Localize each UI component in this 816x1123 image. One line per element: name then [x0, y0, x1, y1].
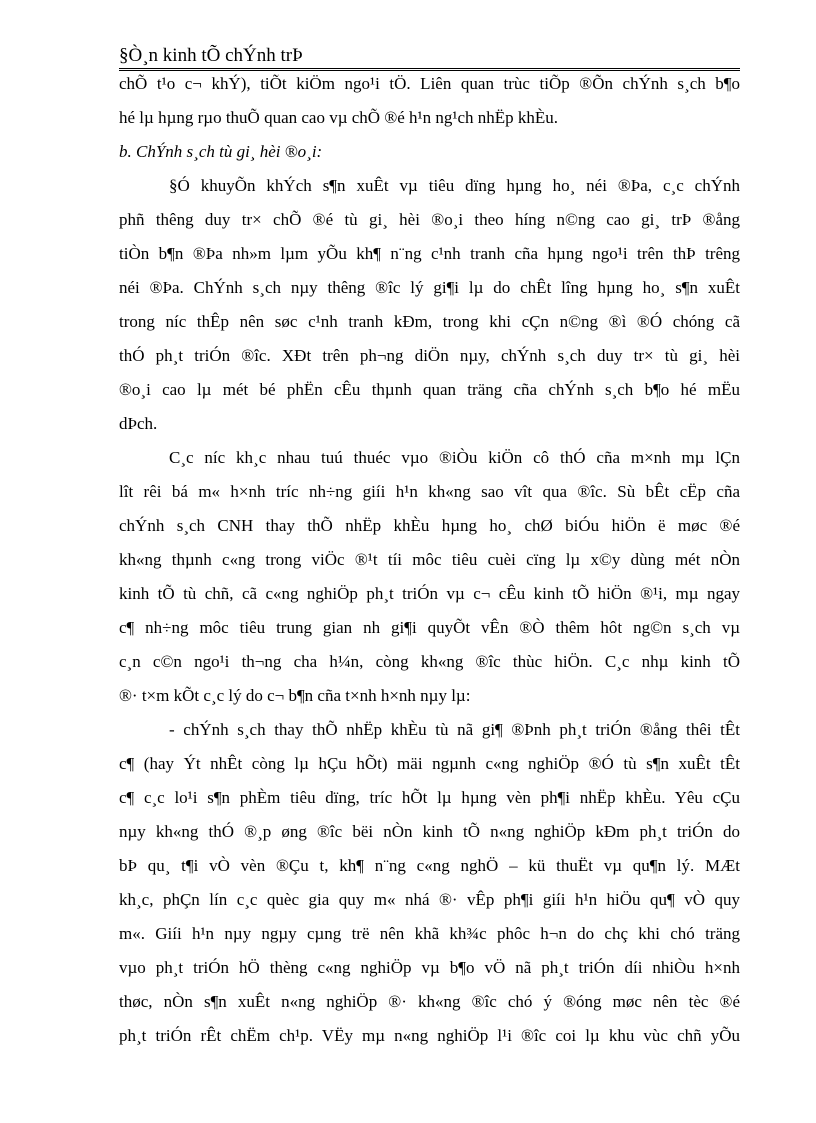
text-line: phñ thêng duy tr× chÕ ®é tù gi¸ hèi ®o¸i theo híng n©ng cao gi¸ trÞ ®ång: [119, 210, 740, 229]
text-line: vµo ph¸t triÓn hÖ thèng c«ng nghiÖp vµ b¶o vÖ nã ph¸t triÓn díi nhiÒu h×nh: [119, 958, 740, 977]
text-line: thøc, nÒn s¶n xuÊt n«ng nghiÖp ®· kh«ng ®îc chó ý ®óng møc nên tèc ®é: [119, 992, 740, 1011]
text-line: trong níc thÊp nên søc c¹nh tranh kÐm, trong khi cÇn n©ng ®ì ®Ó chóng cã: [119, 312, 740, 331]
text-line: kh¸c, phÇn lín c¸c quèc gia quy m« nhá ®· vÊp ph¶i giíi h¹n hiÖu qu¶ vÒ quy: [119, 890, 740, 909]
body-text: [119, 67, 740, 1053]
text-line: nµy kh«ng thÓ ®¸p øng ®îc bëi nÒn kinh tÕ n«ng nghiÖp kÐm ph¸t triÓn do: [119, 822, 740, 841]
header-title: §Ò¸n kinh tÕ chÝnh trÞ: [119, 45, 303, 66]
text-line: c¸n c©n ngo¹i th¬ng cha h¼n, còng kh«ng ®îc thùc hiÖn. C¸c nhµ kinh tÕ: [119, 652, 740, 671]
text-line: chÕ t¹o c¬ khÝ), tiÕt kiÖm ngo¹i tÖ. Liên quan trùc tiÕp ®Õn chÝnh s¸ch b¶o: [119, 74, 740, 93]
text-line: ph¸t triÓn rÊt chËm ch¹p. VËy mµ n«ng nghiÖp l¹i ®îc coi lµ khu vùc chñ yÕu: [119, 1026, 740, 1045]
text-line: c¶ (hay Ýt nhÊt còng lµ hÇu hÕt) mäi ngµnh c«ng nghiÖp ®Ó tù s¶n xuÊt tÊt: [119, 754, 740, 773]
text-line: néi ®Þa. ChÝnh s¸ch nµy thêng ®îc lý gi¶i lµ do chÊt lîng hµng ho¸ s¶n xuÊt: [119, 278, 740, 297]
text-line: b. ChÝnh s¸ch tù gi¸ hèi ®o¸i:: [119, 142, 323, 161]
text-line: lît rêi bá m« h×nh tríc nh÷ng giíi h¹n kh«ng sao vît qua ®îc. Sù bÊt cËp cña: [119, 482, 740, 501]
text-line: chÝnh s¸ch CNH thay thÕ nhËp khÈu hµng ho¸ chØ biÓu hiÖn ë møc ®é: [119, 516, 740, 535]
text-line: m«. Giíi h¹n nµy ngµy cµng trë nên khã kh¾c phôc h¬n do chç khi chó träng: [119, 924, 740, 943]
text-line: kh«ng thµnh c«ng trong viÖc ®¹t tíi môc tiêu cuèi cïng lµ x©y dùng mét nÒn: [119, 550, 740, 569]
text-line: dÞch.: [119, 414, 158, 433]
text-line: c¶ nh÷ng môc tiêu trung gian nh gi¶i quyÕt vÊn ®Ò thêm hôt ng©n s¸ch vµ: [119, 618, 740, 637]
text-line: - chÝnh s¸ch thay thÕ nhËp khÈu tù nã gi¶ ®Þnh ph¸t triÓn ®ång thêi tÊt: [169, 720, 740, 739]
text-line: thÓ ph¸t triÓn ®îc. XÐt trên ph¬ng diÖn nµy, chÝnh s¸ch duy tr× tù gi¸ hèi: [119, 346, 740, 365]
text-line: ®· t×m kÕt c¸c lý do c¬ b¶n cña t×nh h×nh nµy lµ:: [119, 686, 471, 705]
text-line: bÞ qu¸ t¶i vÒ vèn ®Çu t, kh¶ n¨ng c«ng nghÖ – kü thuËt vµ qu¶n lý. MÆt: [119, 856, 740, 875]
text-line: ®o¸i cao lµ mét bé phËn cÊu thµnh quan träng cña chÝnh s¸ch b¶o hé mËu: [119, 380, 740, 399]
text-line: §Ó khuyÕn khÝch s¶n xuÊt vµ tiêu dïng hµng ho¸ néi ®Þa, c¸c chÝnh: [169, 176, 740, 195]
text-line: C¸c níc kh¸c nhau tuú thuéc vµo ®iÒu kiÖn cô thÓ cña m×nh mµ lÇn: [169, 448, 740, 467]
text-line: kinh tÕ tù chñ, cã c«ng nghiÖp ph¸t triÓn vµ c¬ cÊu kinh tÕ hiÖn ®¹i, mµ ngay: [119, 584, 740, 603]
text-line: c¶ c¸c lo¹i s¶n phÈm tiêu dïng, tríc hÕt lµ hµng vèn ph¶i nhËp khÈu. Yêu cÇu: [119, 788, 740, 807]
text-line: hé lµ hµng rµo thuÕ quan cao vµ chÕ ®é h¹n ng¹ch nhËp khÈu.: [119, 108, 559, 127]
text-line: tiÒn b¶n ®Þa nh»m lµm yÕu kh¶ n¨ng c¹nh tranh cña hµng ngo¹i trên thÞ trêng: [119, 244, 740, 263]
